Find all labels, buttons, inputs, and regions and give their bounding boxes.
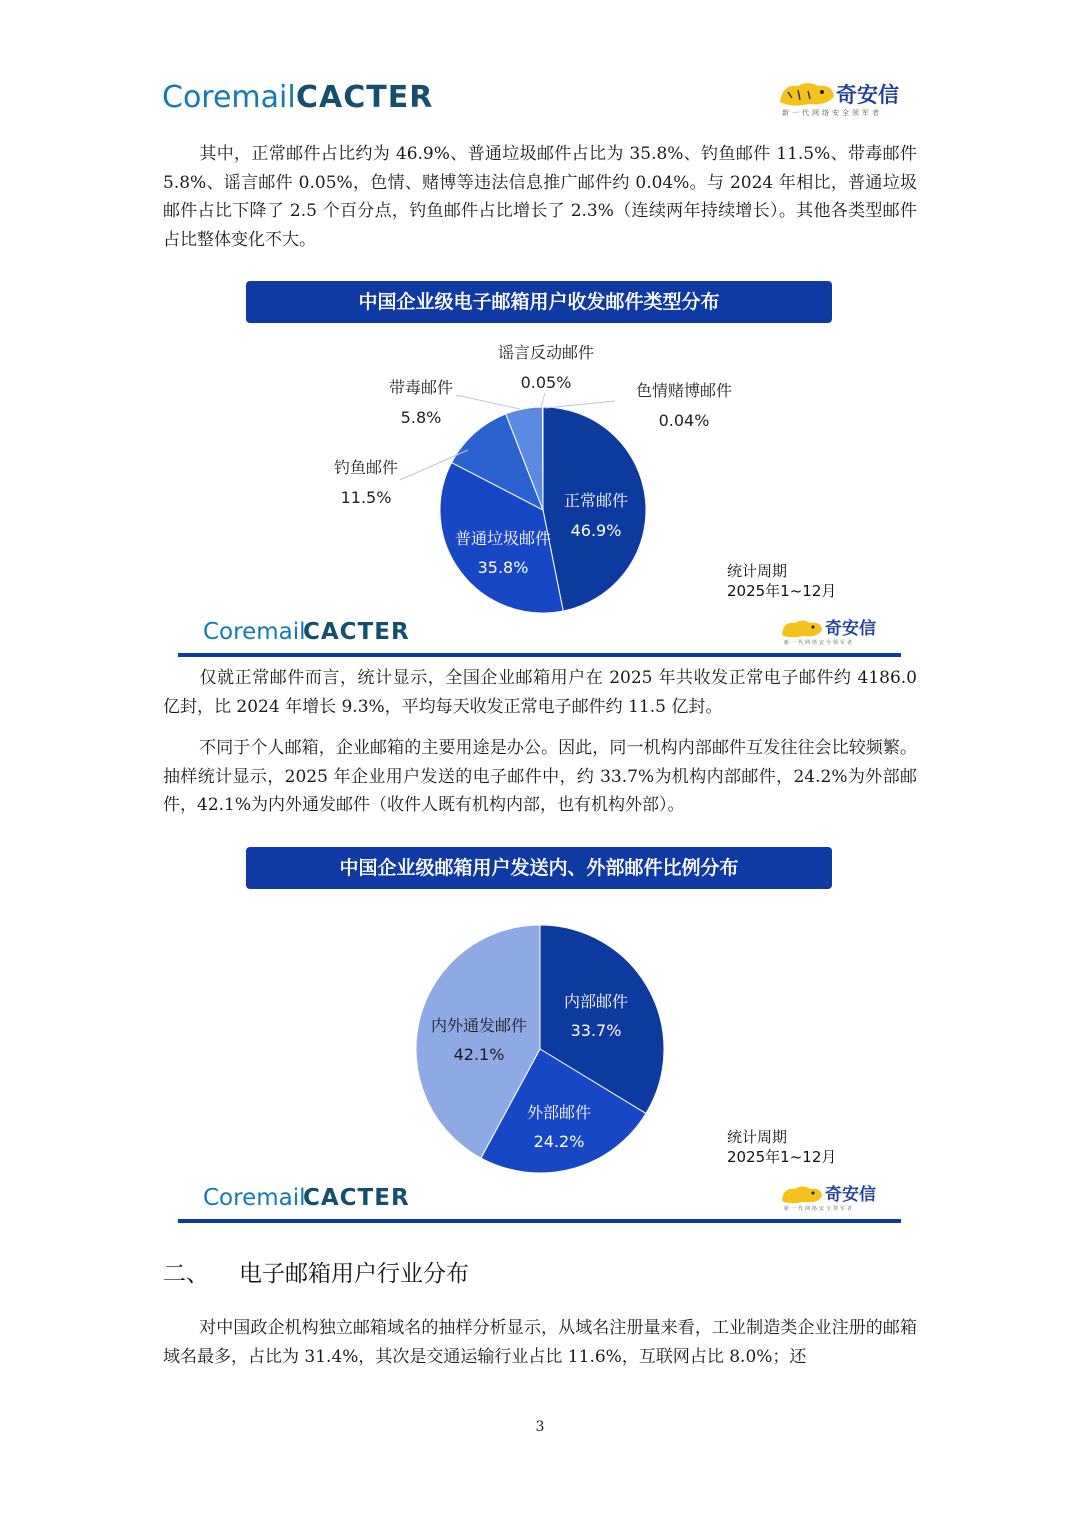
paragraph-industry-distribution — [163, 1314, 917, 1371]
cacter-logo: CACTER — [296, 80, 434, 115]
leader-line — [541, 393, 545, 407]
qianxin-slogan: 新一代网络安全领军者 — [782, 109, 882, 117]
qianxin-mascot-icon — [778, 80, 836, 108]
qianxin-slogan: 新一代网络安全领军者 — [784, 1206, 855, 1212]
slice-value-porn-gambling: 0.04% — [658, 411, 710, 430]
slice-value-mixed: 42.1% — [453, 1045, 505, 1064]
slice-value-spam: 35.8% — [477, 558, 529, 577]
slice-value-rumor: 0.05% — [520, 373, 572, 392]
section-title: 电子邮箱用户行业分布 — [239, 1261, 469, 1287]
paragraph-internal-external — [163, 734, 917, 820]
mail-type-pie-chart — [0, 330, 1080, 660]
chart-bottom-rule — [178, 653, 901, 657]
cacter-logo: CACTER — [303, 619, 410, 645]
chart-bottom-rule — [178, 1219, 901, 1223]
slice-label-internal: 内部邮件 — [563, 992, 629, 1011]
coremail-logo: Coremail — [203, 1185, 306, 1211]
chart-footer — [0, 1184, 1080, 1226]
chart-footer — [0, 618, 1080, 660]
paragraph-text: 仅就正常邮件而言，统计显示，全国企业邮箱用户在 2025 年共收发正常电子邮件约 4186.0 亿封，比 2024 年增长 9.3%，平均每天收发正常电子邮件约 11.5 亿封。 — [163, 668, 917, 717]
coremail-logo: Coremail — [203, 619, 306, 645]
slice-label-porn-gambling: 色情赌博邮件 — [635, 381, 733, 400]
slice-label-phishing: 钓鱼邮件 — [333, 458, 399, 477]
cacter-logo: CACTER — [303, 1185, 410, 1211]
period-note-label: 统计周期 — [727, 562, 788, 580]
slice-label-spam: 普通垃圾邮件 — [454, 529, 552, 548]
qianxin-logo — [780, 1184, 890, 1214]
paragraph-text: 其中，正常邮件占比约为 46.9%、普通垃圾邮件占比为 35.8%、钓鱼邮件 11.5%、带毒邮件 5.8%、谣言邮件 0.05%，色情、赌博等违法信息推广邮件约 0.04%。与 2024 年相比，普通垃圾邮件占比下降了 2.5 个百分点，钓鱼邮件占比增长了 2.3%（连续两年持续增长）。其他各类型邮件占比整体变化不大。 — [163, 144, 917, 250]
coremail-logo: Coremail — [162, 80, 296, 115]
qianxin-mascot-icon — [780, 618, 824, 640]
slice-label-mixed: 内外通发邮件 — [430, 1016, 528, 1035]
leader-line — [545, 401, 615, 408]
slice-label-virus: 带毒邮件 — [388, 378, 454, 397]
slice-value-normal: 46.9% — [570, 521, 622, 540]
page-number: 3 — [535, 1419, 545, 1435]
slice-label-rumor: 谣言反动邮件 — [497, 343, 595, 362]
pie-slices — [440, 407, 646, 613]
slice-value-internal: 33.7% — [570, 1021, 622, 1040]
qianxin-wordmark: 奇安信 — [825, 619, 876, 639]
paragraph-mail-type-summary — [163, 140, 917, 254]
section-number: 二、 — [163, 1261, 209, 1287]
paragraph-text: 不同于个人邮箱，企业邮箱的主要用途是办公。因此，同一机构内部邮件互发往往会比较频繁。抽样统计显示，2025 年企业用户发送的电子邮件中，约 33.7%为机构内部邮件，24.2%为外部邮件，42.1%为内外通发邮件（收件人既有机构内部，也有机构外部）。 — [163, 738, 917, 815]
section-heading — [163, 1255, 469, 1288]
slice-value-external: 24.2% — [533, 1132, 585, 1151]
internal-external-pie-chart — [0, 900, 1080, 1200]
qianxin-logo — [780, 618, 890, 648]
qianxin-wordmark: 奇安信 — [836, 83, 899, 107]
period-note-label: 统计周期 — [727, 1128, 788, 1146]
qianxin-mascot-icon — [780, 1184, 824, 1206]
slice-label-normal: 正常邮件 — [563, 491, 629, 510]
chart-title-banner: 中国企业级邮箱用户发送内、外部邮件比例分布 — [246, 847, 832, 889]
qianxin-slogan: 新一代网络安全领军者 — [784, 640, 855, 646]
period-note-range: 2025年1~12月 — [727, 582, 837, 600]
paragraph-normal-mail-volume — [163, 664, 917, 721]
period-note-range: 2025年1~12月 — [727, 1148, 837, 1166]
slice-value-phishing: 11.5% — [340, 488, 392, 507]
paragraph-text: 对中国政企机构独立邮箱域名的抽样分析显示，从域名注册量来看，工业制造类企业注册的邮箱域名最多，占比为 31.4%，其次是交通运输行业占比 11.6%，互联网占比 8.0%；还 — [163, 1318, 917, 1367]
leader-line — [456, 395, 520, 409]
page-header — [0, 0, 1080, 130]
slice-value-virus: 5.8% — [400, 408, 442, 427]
slice-label-external: 外部邮件 — [526, 1103, 592, 1122]
chart-title-banner: 中国企业级电子邮箱用户收发邮件类型分布 — [246, 281, 832, 323]
qianxin-wordmark: 奇安信 — [825, 1185, 876, 1205]
qianxin-logo — [778, 80, 918, 120]
